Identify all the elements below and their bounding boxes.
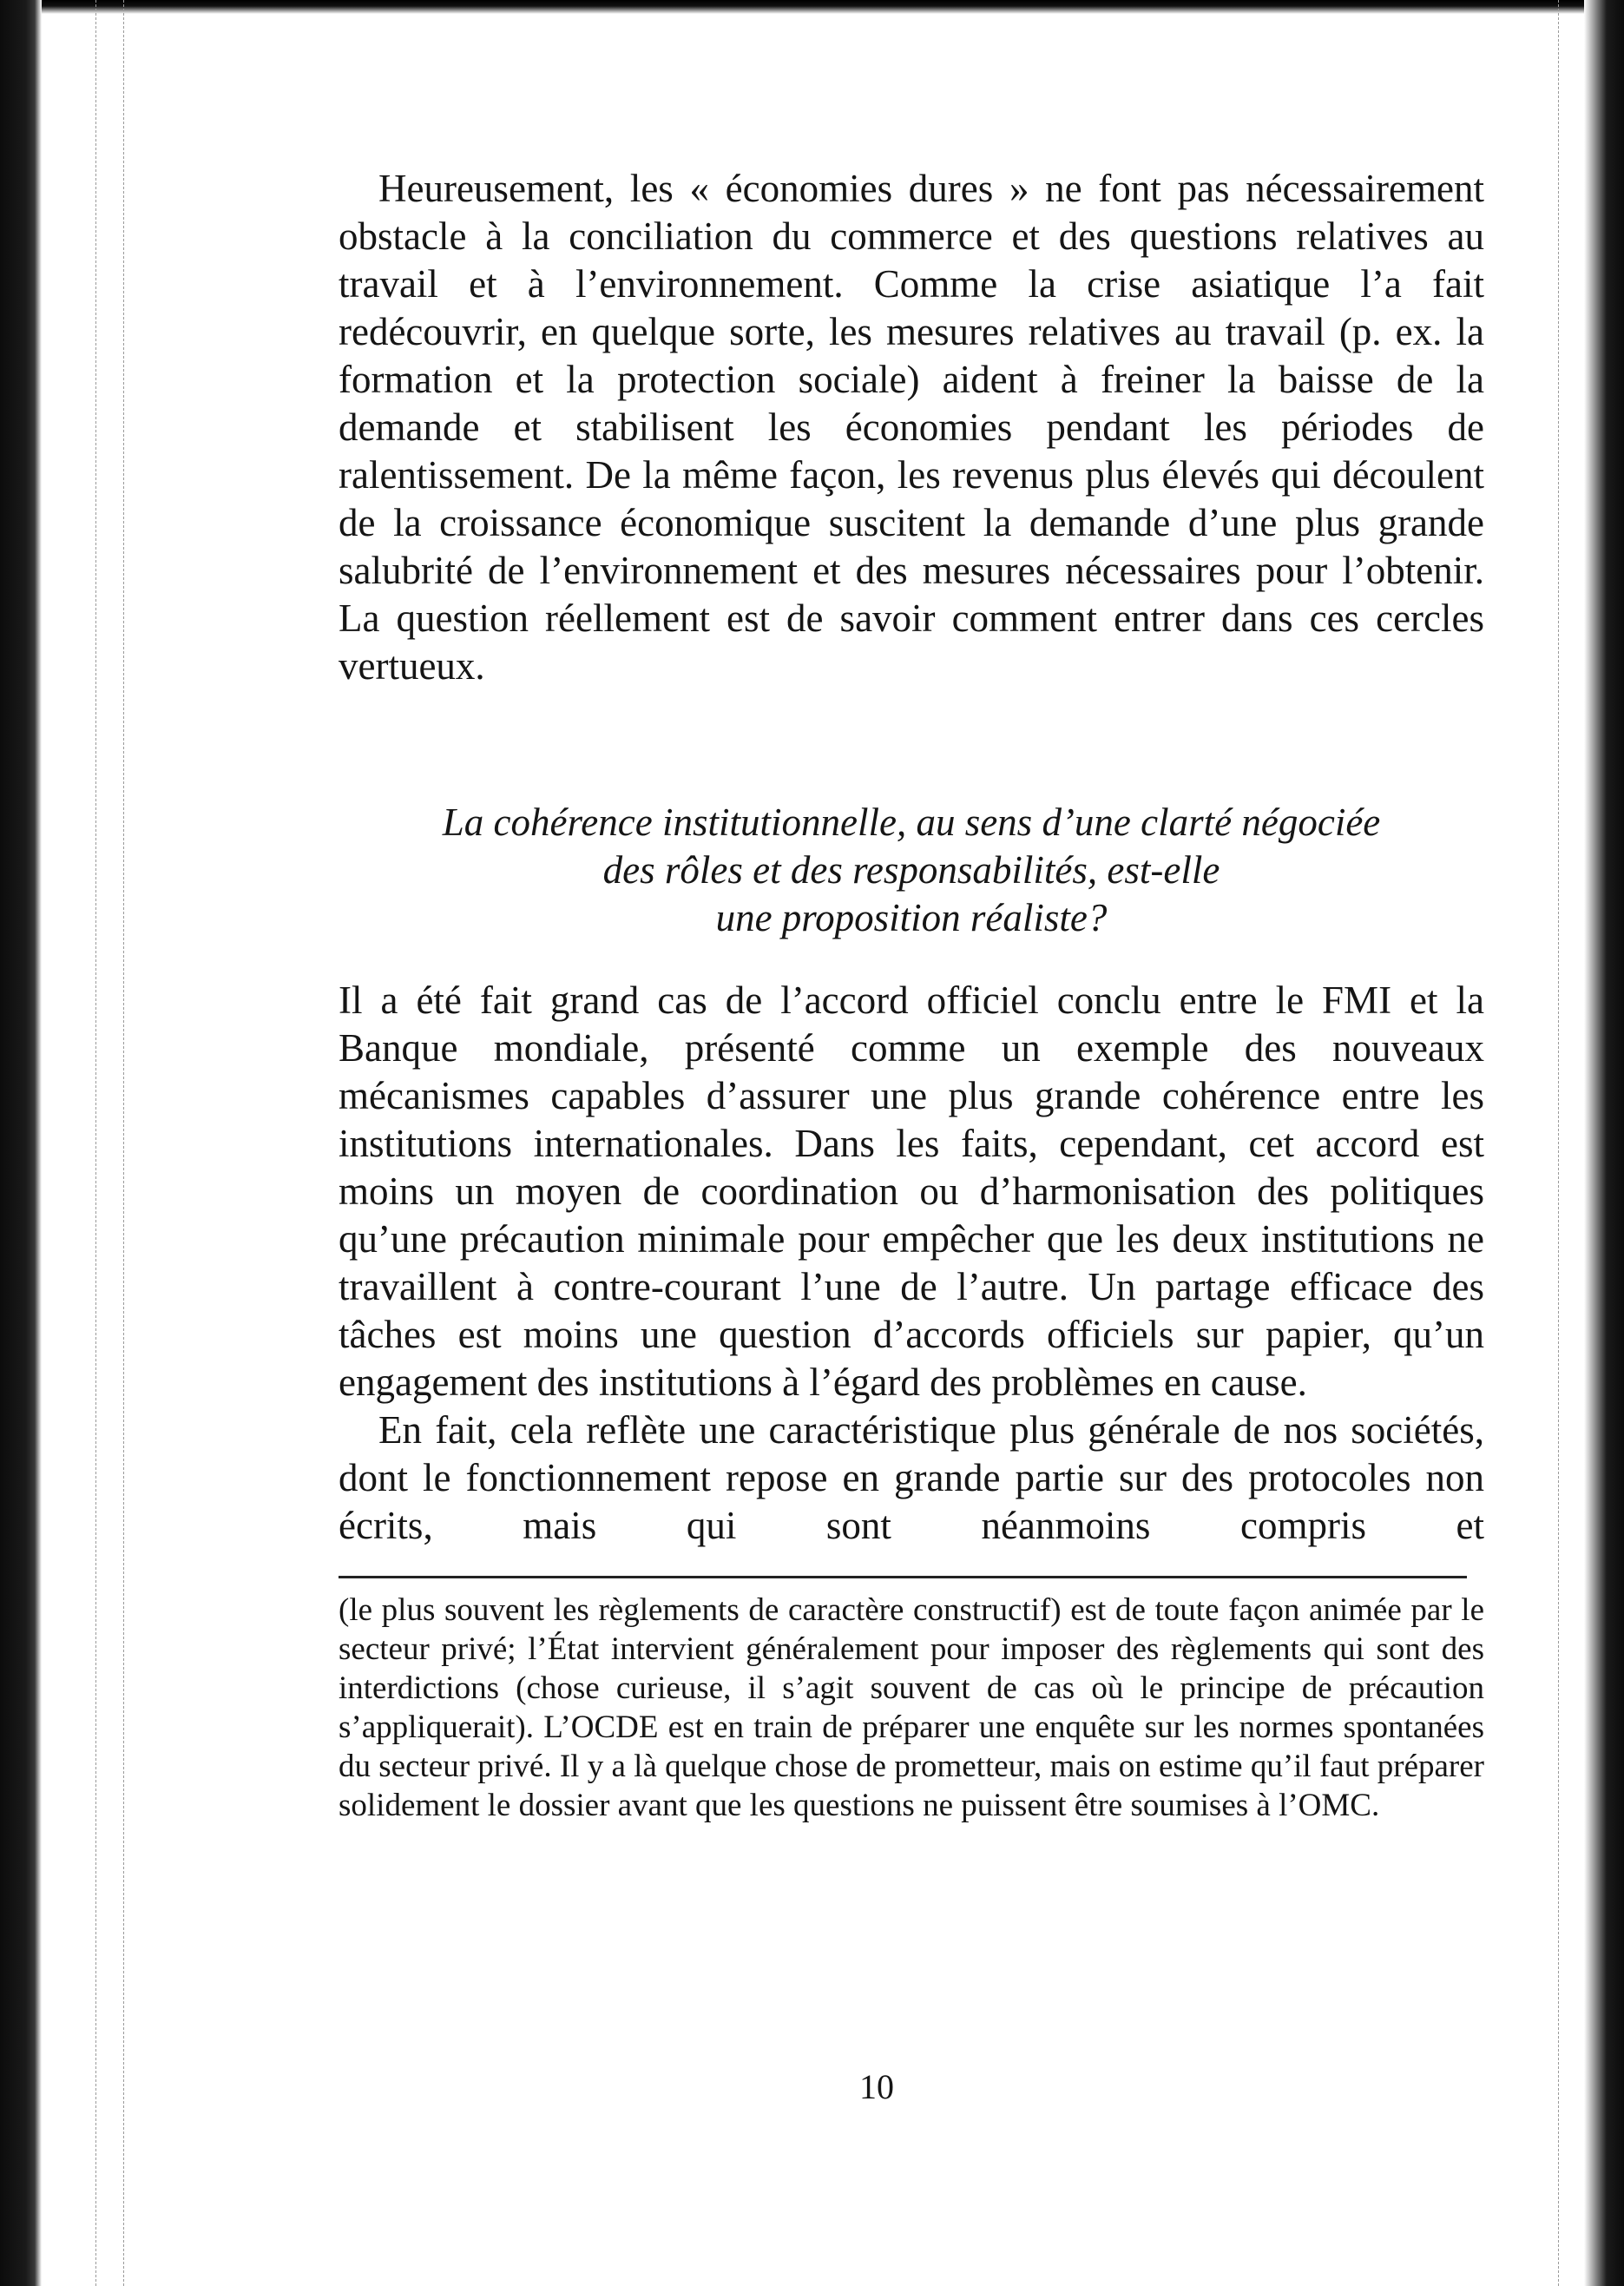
scan-right-edge [1584,0,1624,2286]
footnote-divider [339,1576,1467,1578]
page-number: 10 [859,2067,894,2106]
scan-line [95,0,96,2286]
heading-line: une proposition réaliste? [715,896,1108,939]
scan-top-edge [0,0,1624,14]
scan-left-edge [0,0,42,2286]
scan-line [1558,0,1559,2286]
section-heading [339,799,1484,942]
paragraph: Il a été fait grand cas de l’accord officiel conclu entre le FMI et la Banque mondiale, présenté comme un exemple des nouveaux mécanismes capables d’assurer une plus grande cohérence entre les institutions internationales. Dans les faits, cependant, cet accord est moins un moyen de coordination ou d’harmonisation des politiques qu’une précaution minimale pour empêcher que les deux institutions ne travaillent à contre-courant l’une de l’autre. Un partage efficace des tâches est moins une question d’accords officiels sur papier, qu’un engagement des institutions à l’égard des problèmes en cause. [339,978,1484,1404]
paragraph: En fait, cela reflète une caractéristique plus générale de nos sociétés, dont le fonctionnement repose en grande partie sur des protocoles non écrits, mais qui sont néanmoins compris et [339,1408,1484,1547]
document-page [339,165,1484,1825]
heading-line: La cohérence institutionnelle, au sens d’une clarté négociée [442,800,1381,844]
heading-line: des rôles et des responsabilités, est-elle [602,848,1220,892]
footnote: (le plus souvent les règlements de caractère constructif) est de toute façon animée par le secteur privé; l’État intervient généralement pour imposer des règlements qui sont des interdictions (chose curieuse, il s’agit souvent de cas où le principe de précaution s’appliquerait). L’OCDE est en train de préparer une enquête sur les normes spontanées du secteur privé. Il y a là quelque chose de prometteur, mais on estime qu’il faut préparer solidement le dossier avant que les questions ne puissent être soumises à l’OMC. [339,1592,1484,1823]
scan-line [123,0,124,2286]
paragraph: Heureusement, les « économies dures » ne font pas nécessairement obstacle à la conciliation du commerce et des questions relatives au travail et à l’environnement. Comme la crise asiatique l’a fait redécouvrir, en quelque sorte, les mesures relatives au travail (p. ex. la formation et la protection sociale) aident à freiner la baisse de la demande et stabilisent les économies pendant les périodes de ralentissement. De la même façon, les revenus plus élevés qui découlent de la croissance économique suscitent la demande d’une plus grande salubrité de l’environnement et des mesures nécessaires pour l’obtenir. La question réellement est de savoir comment entrer dans ces cercles vertueux. [339,167,1484,688]
